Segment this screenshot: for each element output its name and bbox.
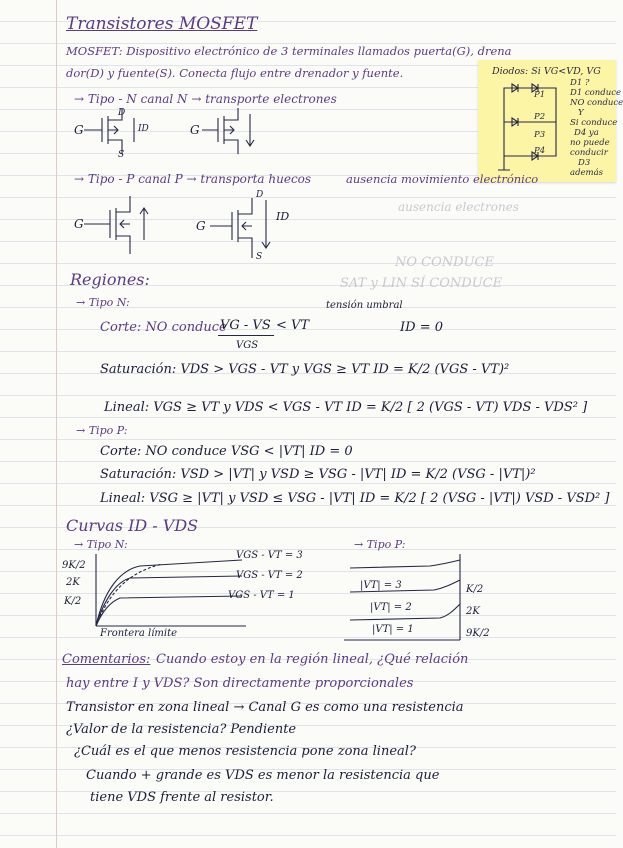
comment-line: Transistor en zona lineal → Canal G es como una resistencia	[66, 700, 464, 715]
corte-frac-num: VG - VS	[220, 318, 271, 333]
nmos-id-vds-plot	[70, 550, 250, 640]
regiones-tipo-p: → Tipo P:	[76, 424, 128, 437]
curve-label: VGS - VT = 1	[228, 590, 295, 601]
sticky-heading: Diodos: Si VG<VD, VG	[492, 66, 601, 77]
curve-label: VGS - VT = 3	[236, 550, 303, 561]
ghost-text: SAT y LIN SÍ CONDUCE	[340, 276, 503, 291]
comment-line: tiene VDS frente al resistor.	[90, 790, 274, 805]
diode-label: P2	[534, 112, 546, 122]
tipo-p-heading: → Tipo - P canal P → transporta huecos	[74, 172, 312, 186]
terminal-label: G	[74, 123, 84, 137]
curve-label: VGS - VT = 2	[236, 570, 303, 581]
curvas-tipo-p: → Tipo P:	[354, 538, 406, 551]
terminal-label: G	[74, 217, 84, 231]
terminal-label: D	[118, 108, 126, 118]
pmos-symbols	[72, 188, 312, 268]
p-corte-eq: Corte: NO conduce VSG < |VT| ID = 0	[100, 444, 353, 459]
sticky-line: conducir	[570, 148, 608, 158]
ytick-label: 2K	[66, 577, 80, 588]
curve-label: |VT| = 2	[370, 602, 412, 613]
terminal-label: S	[256, 252, 263, 262]
sticky-line: D4 ya	[574, 128, 599, 138]
terminal-label: S	[118, 150, 125, 160]
umbral-note: tensión umbral	[326, 300, 403, 311]
sticky-line: Y	[578, 108, 584, 118]
comentarios-label: Comentarios:	[62, 652, 151, 667]
ytick-label: K/2	[466, 584, 484, 595]
definition-line: dor(D) y fuente(S). Conecta flujo entre drenador y fuente.	[66, 66, 404, 80]
curvas-heading: Curvas ID - VDS	[66, 516, 199, 535]
saturacion-eq: Saturación: VDS > VGS - VT y VGS ≥ VT ID = K/2 (VGS - VT)²	[100, 362, 510, 377]
comment-line: Cuando + grande es VDS es menor la resistencia que	[86, 768, 440, 783]
terminal-label: G	[196, 219, 206, 233]
regiones-tipo-n: → Tipo N:	[76, 296, 130, 309]
sticky-line: D3	[578, 158, 591, 168]
corte-frac-den: VGS	[236, 340, 259, 351]
comment-line: Cuando estoy en la región lineal, ¿Qué relación	[156, 652, 469, 667]
fraction-bar	[218, 335, 274, 336]
terminal-label: G	[190, 123, 200, 137]
ghost-text: ausencia electrones	[398, 200, 519, 214]
sticky-line: D1 ?	[570, 78, 590, 88]
curvas-tipo-n: → Tipo N:	[74, 538, 128, 551]
comment-line: ¿Cuál es el que menos resistencia pone zona lineal?	[74, 744, 416, 759]
diode-label: P1	[534, 90, 546, 100]
lineal-eq: Lineal: VGS ≥ VT y VDS < VGS - VT ID = K/2 [ 2 (VGS - VT) VDS - VDS² ]	[104, 400, 588, 415]
page-title: Transistores MOSFET	[66, 14, 258, 34]
sticky-line: no puede	[570, 138, 610, 148]
ytick-label: 9K/2	[62, 560, 86, 571]
tipo-p-note: ausencia movimiento electrónico	[346, 172, 539, 186]
ytick-label: 9K/2	[466, 628, 490, 639]
ytick-label: 2K	[466, 606, 480, 617]
regiones-heading: Regiones:	[70, 270, 150, 289]
corte-label: Corte: NO conduce	[100, 320, 227, 335]
margin-line	[56, 0, 57, 848]
comment-line: ¿Valor de la resistencia? Pendiente	[66, 722, 297, 737]
terminal-label: ID	[276, 210, 290, 223]
ytick-label: K/2	[64, 596, 82, 607]
tipo-n-heading: → Tipo - N canal N → transporte electrones	[74, 92, 337, 106]
sticky-note	[478, 60, 623, 182]
ghost-text: NO CONDUCE	[395, 255, 494, 270]
curve-label: |VT| = 1	[372, 624, 414, 635]
sticky-line: NO conduce	[570, 98, 623, 108]
sticky-line: además	[570, 168, 604, 178]
diode-label: P4	[534, 146, 546, 156]
terminal-label: D	[256, 190, 264, 200]
sticky-line: Si conduce	[570, 118, 618, 128]
terminal-label: ID	[138, 124, 149, 134]
p-lineal-eq: Lineal: VSG ≥ |VT| y VSD ≤ VSG - |VT| ID = K/2 [ 2 (VSG - |VT|) VSD - VSD² ]	[100, 491, 610, 506]
curve-label: |VT| = 3	[360, 580, 402, 591]
comment-line: hay entre I y VDS? Son directamente proporcionales	[66, 676, 414, 691]
definition-line: MOSFET: Dispositivo electrónico de 3 terminales llamados puerta(G), drena	[66, 44, 512, 58]
sticky-line: D1 conduce	[570, 88, 621, 98]
p-saturacion-eq: Saturación: VSD > |VT| y VSD ≥ VSG - |VT| ID = K/2 (VSG - |VT|)²	[100, 467, 536, 482]
xaxis-label: Frontera límite	[100, 628, 178, 639]
corte-id: ID = 0	[400, 320, 443, 335]
diode-label: P3	[534, 130, 546, 140]
nmos-symbols	[72, 108, 312, 168]
pmos-id-vds-plot	[340, 550, 480, 650]
corte-threshold: < VT	[276, 318, 310, 333]
